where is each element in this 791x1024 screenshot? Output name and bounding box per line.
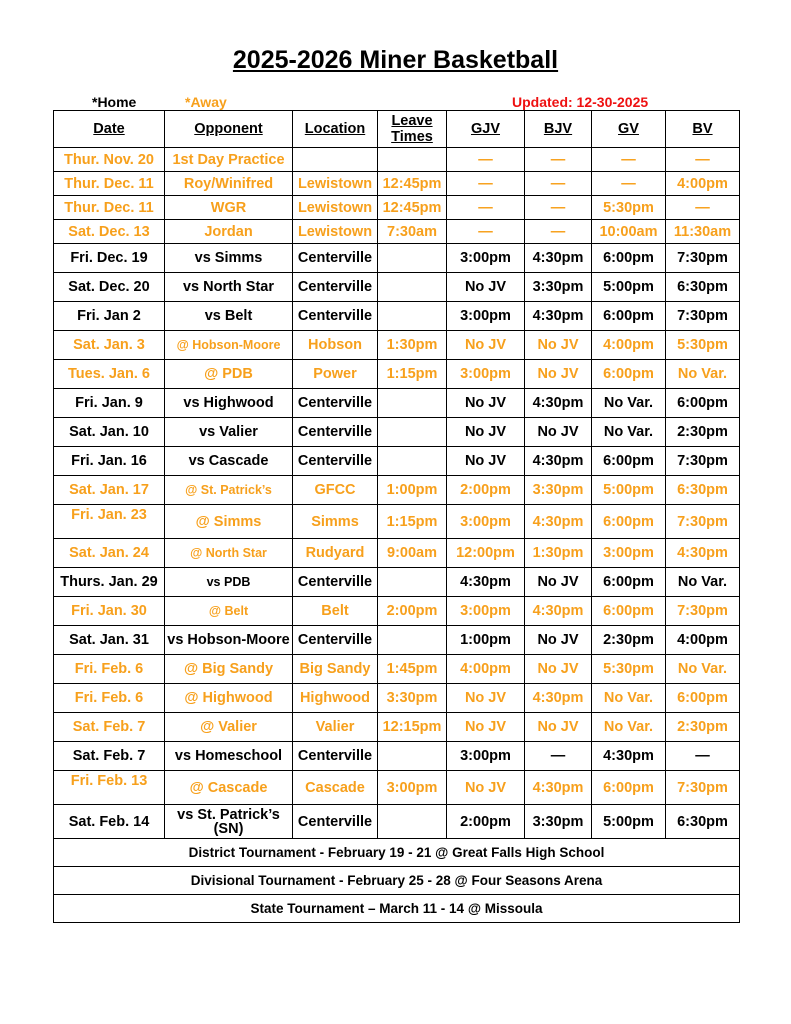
gjv-cell: 3:00pm (447, 302, 525, 331)
table-row (54, 655, 740, 684)
date-cell: Fri. Jan. 30 (54, 597, 165, 626)
date-cell: Fri. Jan 2 (54, 302, 165, 331)
gv-cell: 5:00pm (592, 805, 666, 839)
header-date: Date (54, 111, 165, 148)
gv-cell: 10:00am (592, 220, 666, 244)
bv-cell: 6:30pm (666, 805, 740, 839)
leave-time-cell: 1:15pm (378, 360, 447, 389)
opponent-cell: vs Hobson-Moore (165, 626, 293, 655)
bjv-cell: 4:30pm (525, 244, 592, 273)
opponent-cell: vs Belt (165, 302, 293, 331)
table-row (54, 505, 740, 539)
bv-cell: 11:30am (666, 220, 740, 244)
bjv-cell: 3:30pm (525, 273, 592, 302)
gjv-cell: 1:00pm (447, 626, 525, 655)
bv-cell: — (666, 742, 740, 771)
header-location: Location (293, 111, 378, 148)
date-cell: Thur. Dec. 11 (54, 196, 165, 220)
bv-cell: 5:30pm (666, 331, 740, 360)
gjv-cell: 12:00pm (447, 539, 525, 568)
header-gjv: GJV (447, 111, 525, 148)
schedule-table (53, 110, 740, 923)
gjv-cell: 3:00pm (447, 597, 525, 626)
leave-time-cell (378, 148, 447, 172)
bjv-cell: 4:30pm (525, 771, 592, 805)
date-cell: Tues. Jan. 6 (54, 360, 165, 389)
table-row (54, 418, 740, 447)
bjv-cell: 1:30pm (525, 539, 592, 568)
table-row (54, 684, 740, 713)
leave-time-cell (378, 447, 447, 476)
gjv-cell: — (447, 172, 525, 196)
table-row (54, 360, 740, 389)
opponent-cell: vs PDB (165, 568, 293, 597)
bv-cell: 6:30pm (666, 476, 740, 505)
leave-time-cell (378, 244, 447, 273)
gv-cell: — (592, 172, 666, 196)
bv-cell: 7:30pm (666, 447, 740, 476)
location-cell: Centerville (293, 742, 378, 771)
tournament-info: District Tournament - February 19 - 21 @ Great Falls High School (54, 839, 740, 867)
date-cell: Fri. Feb. 13 (54, 771, 165, 805)
date-cell: Fri. Jan. 9 (54, 389, 165, 418)
header-opponent: Opponent (165, 111, 293, 148)
gv-cell: No Var. (592, 684, 666, 713)
opponent-cell: vs St. Patrick’s (SN) (165, 805, 293, 839)
bjv-cell: 4:30pm (525, 447, 592, 476)
gv-cell: 6:00pm (592, 302, 666, 331)
gv-cell: 5:30pm (592, 655, 666, 684)
bv-cell: 4:00pm (666, 626, 740, 655)
table-row (54, 539, 740, 568)
opponent-cell: vs Homeschool (165, 742, 293, 771)
opponent-cell: vs Simms (165, 244, 293, 273)
gjv-cell: No JV (447, 771, 525, 805)
bv-cell: No Var. (666, 568, 740, 597)
opponent-cell: vs Highwood (165, 389, 293, 418)
location-cell: Valier (293, 713, 378, 742)
tournament-row (54, 867, 740, 895)
location-cell: Centerville (293, 418, 378, 447)
gv-cell: 5:00pm (592, 273, 666, 302)
leave-time-cell: 1:00pm (378, 476, 447, 505)
bjv-cell: 4:30pm (525, 597, 592, 626)
gv-cell: 2:30pm (592, 626, 666, 655)
table-row (54, 771, 740, 805)
leave-time-cell: 1:45pm (378, 655, 447, 684)
gjv-cell: 4:30pm (447, 568, 525, 597)
gv-cell: No Var. (592, 418, 666, 447)
opponent-cell: WGR (165, 196, 293, 220)
gjv-cell: 3:00pm (447, 505, 525, 539)
date-cell: Sat. Jan. 24 (54, 539, 165, 568)
gv-cell: 6:00pm (592, 244, 666, 273)
location-cell: Centerville (293, 626, 378, 655)
bjv-cell: 4:30pm (525, 389, 592, 418)
table-row (54, 805, 740, 839)
gjv-cell: No JV (447, 418, 525, 447)
bv-cell: 6:00pm (666, 684, 740, 713)
location-cell: Centerville (293, 244, 378, 273)
date-cell: Fri. Feb. 6 (54, 655, 165, 684)
opponent-cell: Jordan (165, 220, 293, 244)
gv-cell: 6:00pm (592, 771, 666, 805)
bv-cell: 2:30pm (666, 418, 740, 447)
opponent-cell: @ St. Patrick’s (165, 476, 293, 505)
table-row (54, 626, 740, 655)
date-cell: Sat. Dec. 13 (54, 220, 165, 244)
location-cell: Centerville (293, 568, 378, 597)
gjv-cell: No JV (447, 684, 525, 713)
location-cell: Centerville (293, 302, 378, 331)
date-cell: Fri. Jan. 23 (54, 505, 165, 539)
bv-cell: 7:30pm (666, 505, 740, 539)
leave-time-cell: 3:30pm (378, 684, 447, 713)
location-cell: Centerville (293, 805, 378, 839)
gv-cell: 4:00pm (592, 331, 666, 360)
bv-cell: 7:30pm (666, 302, 740, 331)
opponent-cell: vs Valier (165, 418, 293, 447)
gjv-cell: — (447, 220, 525, 244)
bv-cell: 7:30pm (666, 244, 740, 273)
location-cell: Highwood (293, 684, 378, 713)
gv-cell: 6:00pm (592, 505, 666, 539)
location-cell: Belt (293, 597, 378, 626)
date-cell: Fri. Feb. 6 (54, 684, 165, 713)
date-cell: Sat. Jan. 31 (54, 626, 165, 655)
table-row (54, 389, 740, 418)
bjv-cell: — (525, 196, 592, 220)
table-row (54, 244, 740, 273)
bjv-cell: No JV (525, 360, 592, 389)
location-cell: Lewistown (293, 196, 378, 220)
bjv-cell: No JV (525, 655, 592, 684)
table-row (54, 476, 740, 505)
gv-cell: 3:00pm (592, 539, 666, 568)
gjv-cell: 3:00pm (447, 360, 525, 389)
table-row (54, 597, 740, 626)
date-cell: Sat. Dec. 20 (54, 273, 165, 302)
bv-cell: 4:00pm (666, 172, 740, 196)
gjv-cell: No JV (447, 713, 525, 742)
date-cell: Sat. Feb. 7 (54, 713, 165, 742)
leave-time-cell: 9:00am (378, 539, 447, 568)
location-cell (293, 148, 378, 172)
leave-time-cell: 12:45pm (378, 172, 447, 196)
bjv-cell: No JV (525, 626, 592, 655)
location-cell: Lewistown (293, 172, 378, 196)
gv-cell: No Var. (592, 389, 666, 418)
bjv-cell: — (525, 172, 592, 196)
table-row (54, 713, 740, 742)
opponent-cell: Roy/Winifred (165, 172, 293, 196)
bjv-cell: 4:30pm (525, 302, 592, 331)
gv-cell: 5:00pm (592, 476, 666, 505)
bjv-cell: No JV (525, 418, 592, 447)
leave-time-cell: 1:30pm (378, 331, 447, 360)
gv-cell: 6:00pm (592, 597, 666, 626)
bjv-cell: No JV (525, 568, 592, 597)
leave-time-cell: 2:00pm (378, 597, 447, 626)
bv-cell: 7:30pm (666, 597, 740, 626)
date-cell: Thur. Dec. 11 (54, 172, 165, 196)
legend-home: *Home (92, 94, 137, 110)
opponent-cell: vs Cascade (165, 447, 293, 476)
gjv-cell: No JV (447, 447, 525, 476)
gv-cell: No Var. (592, 713, 666, 742)
date-cell: Sat. Jan. 10 (54, 418, 165, 447)
bv-cell: 6:30pm (666, 273, 740, 302)
opponent-cell: @ Belt (165, 597, 293, 626)
location-cell: Power (293, 360, 378, 389)
table-row (54, 447, 740, 476)
location-cell: Cascade (293, 771, 378, 805)
location-cell: Simms (293, 505, 378, 539)
leave-time-cell: 3:00pm (378, 771, 447, 805)
bv-cell: 2:30pm (666, 713, 740, 742)
bjv-cell: — (525, 148, 592, 172)
legend-away: *Away (185, 94, 227, 110)
tournament-info: Divisional Tournament - February 25 - 28 @ Four Seasons Arena (54, 867, 740, 895)
date-cell: Thurs. Jan. 29 (54, 568, 165, 597)
table-row (54, 196, 740, 220)
page-title: 2025-2026 Miner Basketball (232, 46, 559, 74)
bv-cell: 4:30pm (666, 539, 740, 568)
gv-cell: 4:30pm (592, 742, 666, 771)
tournament-row (54, 895, 740, 923)
bjv-cell: 3:30pm (525, 805, 592, 839)
leave-time-cell (378, 742, 447, 771)
location-cell: Lewistown (293, 220, 378, 244)
opponent-cell: @ North Star (165, 539, 293, 568)
opponent-cell: vs North Star (165, 273, 293, 302)
opponent-cell: 1st Day Practice (165, 148, 293, 172)
table-row (54, 331, 740, 360)
bjv-cell: 4:30pm (525, 505, 592, 539)
location-cell: Big Sandy (293, 655, 378, 684)
location-cell: GFCC (293, 476, 378, 505)
gjv-cell: 4:00pm (447, 655, 525, 684)
gjv-cell: No JV (447, 273, 525, 302)
gjv-cell: 2:00pm (447, 476, 525, 505)
date-cell: Sat. Jan. 17 (54, 476, 165, 505)
bjv-cell: No JV (525, 713, 592, 742)
date-cell: Sat. Feb. 14 (54, 805, 165, 839)
header-gv: GV (592, 111, 666, 148)
tournament-info: State Tournament – March 11 - 14 @ Missoula (54, 895, 740, 923)
opponent-cell: @ Simms (165, 505, 293, 539)
bjv-cell: No JV (525, 331, 592, 360)
tournament-row (54, 839, 740, 867)
date-cell: Fri. Dec. 19 (54, 244, 165, 273)
gjv-cell: 2:00pm (447, 805, 525, 839)
bjv-cell: 3:30pm (525, 476, 592, 505)
opponent-cell: @ Valier (165, 713, 293, 742)
gjv-cell: — (447, 148, 525, 172)
opponent-cell: @ Big Sandy (165, 655, 293, 684)
gv-cell: 6:00pm (592, 568, 666, 597)
opponent-cell: @ Hobson-Moore (165, 331, 293, 360)
leave-time-cell: 12:15pm (378, 713, 447, 742)
table-row (54, 172, 740, 196)
gv-cell: 5:30pm (592, 196, 666, 220)
bv-cell: 7:30pm (666, 771, 740, 805)
gjv-cell: 3:00pm (447, 742, 525, 771)
table-row (54, 302, 740, 331)
gv-cell: 6:00pm (592, 447, 666, 476)
gjv-cell: No JV (447, 389, 525, 418)
table-row (54, 568, 740, 597)
leave-time-cell: 7:30am (378, 220, 447, 244)
header-bv: BV (666, 111, 740, 148)
location-cell: Centerville (293, 447, 378, 476)
leave-time-cell (378, 568, 447, 597)
gv-cell: 6:00pm (592, 360, 666, 389)
bv-cell: No Var. (666, 655, 740, 684)
bjv-cell: — (525, 742, 592, 771)
header-bjv: BJV (525, 111, 592, 148)
leave-time-cell (378, 626, 447, 655)
leave-time-cell: 12:45pm (378, 196, 447, 220)
bv-cell: — (666, 196, 740, 220)
opponent-cell: @ Highwood (165, 684, 293, 713)
opponent-cell: @ Cascade (165, 771, 293, 805)
bv-cell: 6:00pm (666, 389, 740, 418)
bv-cell: — (666, 148, 740, 172)
table-row (54, 273, 740, 302)
bjv-cell: — (525, 220, 592, 244)
date-cell: Fri. Jan. 16 (54, 447, 165, 476)
opponent-cell: @ PDB (165, 360, 293, 389)
table-row (54, 148, 740, 172)
leave-time-cell (378, 302, 447, 331)
leave-time-cell (378, 389, 447, 418)
header-leave-time: Leave Times (378, 111, 447, 148)
gjv-cell: — (447, 196, 525, 220)
gv-cell: — (592, 148, 666, 172)
leave-time-cell (378, 418, 447, 447)
location-cell: Hobson (293, 331, 378, 360)
gjv-cell: No JV (447, 331, 525, 360)
table-row (54, 220, 740, 244)
leave-time-cell (378, 273, 447, 302)
location-cell: Rudyard (293, 539, 378, 568)
bjv-cell: 4:30pm (525, 684, 592, 713)
date-cell: Thur. Nov. 20 (54, 148, 165, 172)
date-cell: Sat. Jan. 3 (54, 331, 165, 360)
leave-time-cell: 1:15pm (378, 505, 447, 539)
gjv-cell: 3:00pm (447, 244, 525, 273)
header-row (54, 111, 740, 148)
location-cell: Centerville (293, 389, 378, 418)
date-cell: Sat. Feb. 7 (54, 742, 165, 771)
location-cell: Centerville (293, 273, 378, 302)
updated-date: Updated: 12-30-2025 (512, 94, 649, 110)
bv-cell: No Var. (666, 360, 740, 389)
leave-time-cell (378, 805, 447, 839)
table-row (54, 742, 740, 771)
